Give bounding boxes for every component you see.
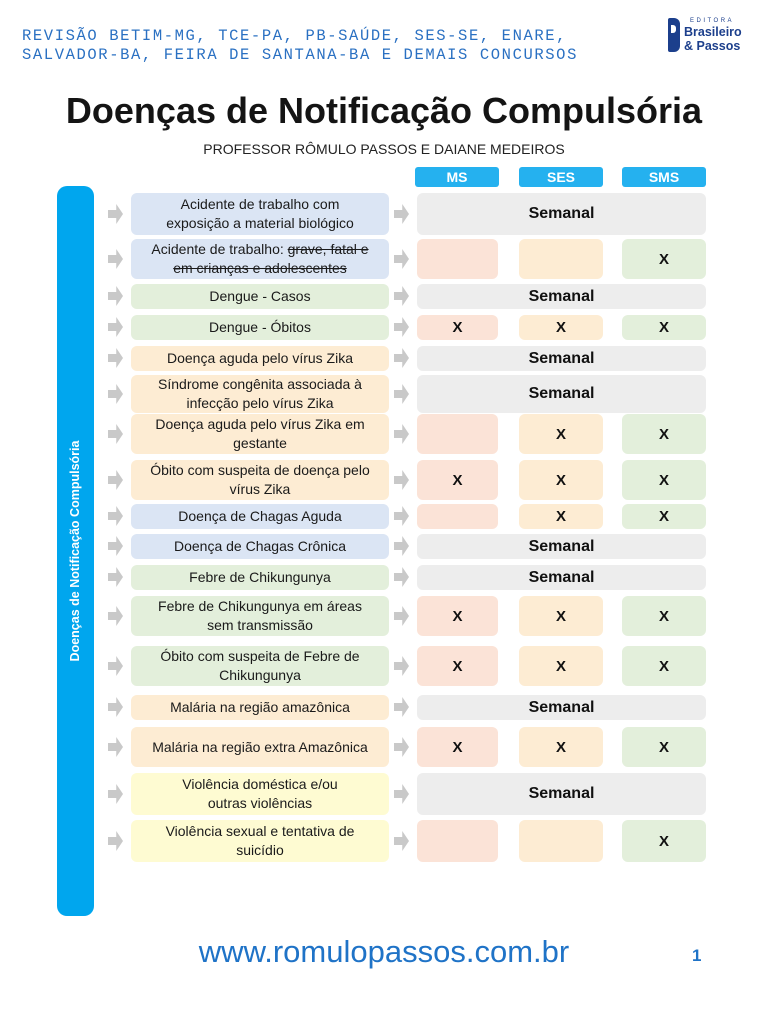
ses-cell: X: [519, 414, 603, 454]
label-line-2-struck: em crianças e adolescentes: [173, 260, 347, 276]
label-line-1: Dengue - Óbitos: [209, 319, 311, 335]
ms-cell: X: [417, 596, 498, 636]
logo-brand-line-1: Brasileiro: [684, 25, 742, 39]
label-line-2: exposição a material biológico: [166, 215, 354, 231]
logo-brand-line-2: & Passos: [684, 39, 741, 53]
label-line-1: Acidente de trabalho com: [180, 196, 340, 212]
ses-cell: [519, 820, 603, 862]
ses-cell: X: [519, 596, 603, 636]
header-line-2: SALVADOR-BA, FEIRA DE SANTANA-BA E DEMAIS CONCURSOS: [22, 46, 578, 64]
side-label-text: Doenças de Notificação Compulsória: [68, 440, 82, 662]
label-line-1: Febre de Chikungunya em áreas: [158, 598, 362, 614]
sms-cell: X: [622, 727, 706, 767]
ses-cell: X: [519, 727, 603, 767]
cell-arrow-icon: [394, 784, 409, 804]
label-line-1: Febre de Chikungunya: [189, 569, 331, 585]
weekly-cell: Semanal: [417, 534, 706, 559]
row-arrow-icon: [108, 737, 123, 757]
row-label: [131, 534, 389, 559]
sms-cell: X: [622, 315, 706, 340]
label-line-2: gestante: [233, 435, 287, 451]
page-title: Doenças de Notificação Compulsória: [65, 90, 703, 131]
row-arrow-icon: [108, 384, 123, 404]
ms-cell: [417, 239, 498, 279]
sms-cell: X: [622, 504, 706, 529]
ses-cell: X: [519, 504, 603, 529]
row-label: [131, 414, 389, 454]
row-arrow-icon: [108, 470, 123, 490]
cell-arrow-icon: [394, 567, 409, 587]
label-line-2: infecção pelo vírus Zika: [186, 395, 334, 411]
row-arrow-icon: [108, 697, 123, 717]
label-line-1: Óbito com suspeita de Febre de: [160, 648, 360, 664]
weekly-cell: Semanal: [417, 375, 706, 413]
row-arrow-icon: [108, 536, 123, 556]
cell-arrow-icon: [394, 470, 409, 490]
label-line-2: outras violências: [207, 795, 313, 811]
footer-url[interactable]: www.romulopassos.com.br: [198, 934, 570, 969]
label-line-1: Doença aguda pelo vírus Zika em: [155, 416, 365, 432]
label-line-2: Chikungunya: [219, 667, 301, 683]
weekly-cell: Semanal: [417, 695, 706, 720]
ms-cell: [417, 820, 498, 862]
row-arrow-icon: [108, 606, 123, 626]
label-line-1: Violência doméstica e/ou: [182, 776, 338, 792]
row-arrow-icon: [108, 506, 123, 526]
cell-arrow-icon: [394, 424, 409, 444]
cell-arrow-icon: [394, 606, 409, 626]
row-arrow-icon: [108, 286, 123, 306]
label-line-1a: Acidente de trabalho:: [151, 241, 288, 257]
label-line-1b-struck: grave, fatal e: [287, 241, 369, 257]
row-label: [131, 239, 389, 279]
label-line-1: Óbito com suspeita de doença pelo: [150, 462, 370, 478]
header-line-1: REVISÃO BETIM-MG, TCE-PA, PB-SAÚDE, SES-SE, ENARE,: [22, 27, 568, 45]
row-arrow-icon: [108, 424, 123, 444]
cell-arrow-icon: [394, 831, 409, 851]
row-arrow-icon: [108, 204, 123, 224]
weekly-cell: Semanal: [417, 565, 706, 590]
ses-cell: X: [519, 315, 603, 340]
row-arrow-icon: [108, 317, 123, 337]
cell-arrow-icon: [394, 656, 409, 676]
label-line-2: vírus Zika: [229, 481, 291, 497]
label-line-2: suicídio: [236, 842, 284, 858]
cell-arrow-icon: [394, 286, 409, 306]
ses-cell: X: [519, 646, 603, 686]
label-line-1: Violência sexual e tentativa de: [165, 823, 355, 839]
cell-arrow-icon: [394, 384, 409, 404]
cell-arrow-icon: [394, 249, 409, 269]
row-label: [131, 646, 389, 686]
sms-cell: X: [622, 414, 706, 454]
cell-arrow-icon: [394, 737, 409, 757]
ms-cell: X: [417, 727, 498, 767]
label-line-1: Dengue - Casos: [209, 288, 311, 304]
page-subtitle: PROFESSOR RÔMULO PASSOS E DAIANE MEDEIROS: [203, 141, 565, 157]
ms-cell: X: [417, 315, 498, 340]
row-arrow-icon: [108, 656, 123, 676]
cell-arrow-icon: [394, 536, 409, 556]
weekly-cell: Semanal: [417, 284, 706, 309]
weekly-cell: Semanal: [417, 193, 706, 235]
row-arrow-icon: [108, 567, 123, 587]
label-line-1: Malária na região amazônica: [170, 699, 350, 715]
cell-arrow-icon: [394, 317, 409, 337]
sms-cell: X: [622, 646, 706, 686]
weekly-cell: Semanal: [417, 773, 706, 815]
row-label: [131, 193, 389, 235]
row-arrow-icon: [108, 784, 123, 804]
row-label: [131, 773, 389, 815]
row-arrow-icon: [108, 249, 123, 269]
row-label: [131, 460, 389, 500]
row-label: [131, 596, 389, 636]
logo-small-text: EDITORA: [690, 18, 735, 24]
row-label: [131, 346, 389, 371]
column-header-ses: SES: [519, 167, 603, 187]
publisher-logo: [668, 18, 758, 54]
cell-arrow-icon: [394, 348, 409, 368]
cell-arrow-icon: [394, 204, 409, 224]
row-label: [131, 727, 389, 767]
row-label: [131, 504, 389, 529]
label-line-1: Doença aguda pelo vírus Zika: [167, 350, 353, 366]
row-arrow-icon: [108, 348, 123, 368]
ms-cell: X: [417, 460, 498, 500]
row-label: [131, 284, 389, 309]
label-line-1: Malária na região extra Amazônica: [152, 738, 368, 755]
sms-cell: X: [622, 596, 706, 636]
row-label: [131, 315, 389, 340]
row-label: [131, 695, 389, 720]
logo-mark-icon: [668, 18, 680, 52]
column-header-ms: MS: [415, 167, 499, 187]
sms-cell: X: [622, 460, 706, 500]
cell-arrow-icon: [394, 697, 409, 717]
ms-cell: [417, 414, 498, 454]
column-header-sms: SMS: [622, 167, 706, 187]
sms-cell: X: [622, 239, 706, 279]
label-line-2: sem transmissão: [207, 617, 313, 633]
row-label: [131, 375, 389, 413]
sms-cell: X: [622, 820, 706, 862]
label-line-1: Síndrome congênita associada à: [158, 376, 362, 392]
ms-cell: X: [417, 646, 498, 686]
label-line-1: Doença de Chagas Aguda: [178, 508, 342, 524]
weekly-cell: Semanal: [417, 346, 706, 371]
ses-cell: [519, 239, 603, 279]
ms-cell: [417, 504, 498, 529]
row-arrow-icon: [108, 831, 123, 851]
page-number: 1: [692, 946, 702, 965]
cell-arrow-icon: [394, 506, 409, 526]
ses-cell: X: [519, 460, 603, 500]
row-label: [131, 565, 389, 590]
row-label: [131, 820, 389, 862]
label-line-1: Doença de Chagas Crônica: [174, 538, 346, 554]
